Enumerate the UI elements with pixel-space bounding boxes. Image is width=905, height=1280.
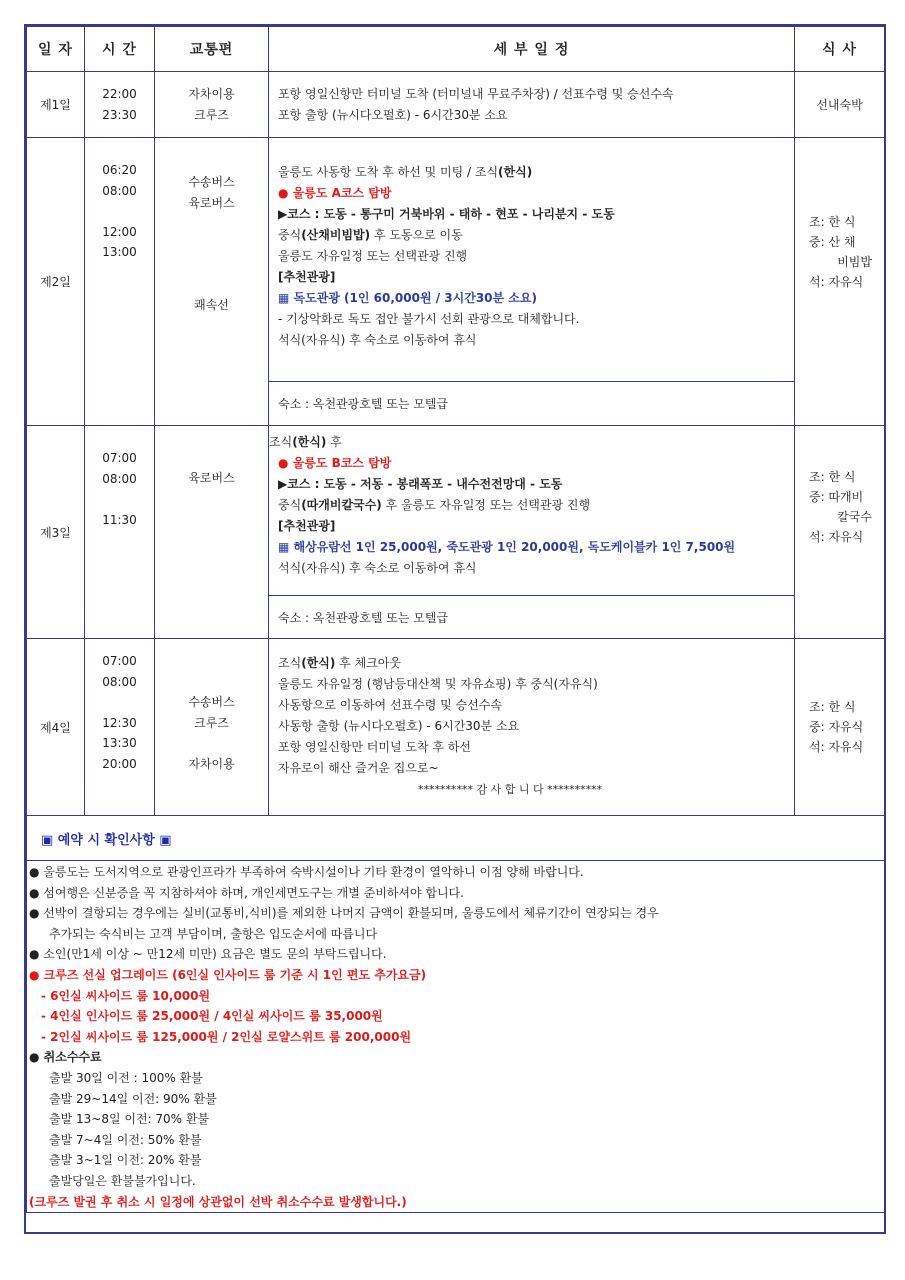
day3-detail: 조식(한식) 후 ● 울릉도 B코스 탐방 ▶코스 : 도동 - 저동 - 봉래폭포 - 내수전전망대 - 도동 중식(따개비칼국수) 후 울릉도 자유일정 또는 선택관광 진행 [추천관광] ▦ 해상유람선 1인 25,000원, 죽도관광 1인 20,000원, 독도케이블카 1인 7,500원 석식(자유식) 후 숙소로 이동하여 휴식: [269, 426, 795, 596]
day3-row: [27, 426, 885, 596]
day4-times: 07:00 08:00 12:30 13:30 20:00: [85, 639, 155, 816]
day3-stay: 숙소 : 옥천관광호텔 또는 모텔급: [269, 596, 795, 639]
day1-meal: 선내숙박: [795, 72, 885, 138]
day2-row: [27, 138, 885, 382]
day1-label: 제1일: [27, 72, 85, 138]
notes-body: ● 울릉도는 도서지역으로 관광인프라가 부족하여 숙박시설이나 기타 환경이 열악하니 이점 양해 바랍니다. ● 섬여행은 신분증을 꼭 지참하셔야 하며, 개인세면도구는 개별 준비하셔야 합니다. ● 선박이 결항되는 경우에는 실비(교통비,식비)를 제외한 나머지 금액이 환불되며, 울릉도에서 체류기간이 연장되는 경우 추가되는 숙식비는 고객 부담이며, 출항은 입도순서에 따릅니다 ● 소인(만1세 이상 ~ 만12세 미만) 요금은 별도 문의 부탁드립니다. ● 크루즈 선실 업그레이드 (6인실 인사이드 룸 기준 시 1인 편도 추가요금) - 6인실 씨사이드 룸 10,000원 - 4인실 인사이드 룸 25,000원 / 4인실 씨사이드 룸 35,000원 - 2인실 씨사이드 룸 125,000원 / 2인실 로얄스위트 룸 200,000원 ● 취소수수료 출발 30일 이전 : 100% 환불 출발 29~14일 이전: 90% 환불 출발 13~8일 이전: 70% 환불 출발 7~4일 이전: 50% 환불 출발 3~1일 이전: 20% 환불 출발당일은 환불불가입니다. (크루즈 발권 후 취소 시 일정에 상관없이 선박 취소수수료 발생합니다.): [27, 861, 885, 1213]
notes-title-row: [27, 816, 885, 861]
day4-label: 제4일: [27, 639, 85, 816]
day1-transport: 자차이용 크루즈: [155, 72, 269, 138]
notes-row: [27, 861, 885, 1213]
schedule-table: [26, 26, 885, 1213]
header-transport: 교통편: [155, 27, 269, 72]
day4-detail: 조식(한식) 후 체크아웃 울릉도 자유일정 (행남등대산책 및 자유쇼핑) 후 중식(자유식) 사동항으로 이동하여 선표수령 및 승선수속 사동항 출항 (뉴시다오펄호) - 6시간30분 소요 포항 영일신항만 터미널 도착 후 하선 자유로이 해산 즐거운 집으로~ ********** 감 사 합 니 다 **********: [269, 639, 795, 816]
day2-label: 제2일: [27, 138, 85, 426]
itinerary-sheet: [24, 24, 886, 1234]
day4-meal: 조: 한 식 중: 자유식 석: 자유식: [795, 639, 885, 816]
header-day: 일 자: [27, 27, 85, 72]
day2-transport: 수송버스 육로버스 쾌속선: [155, 138, 269, 426]
day3-meal: 조: 한 식 중: 따개비 칼국수 석: 자유식: [795, 426, 885, 639]
day2-meal: 조: 한 식 중: 산 채 비빔밥 석: 자유식: [795, 138, 885, 426]
day4-transport: 수송버스 크루즈 자차이용: [155, 639, 269, 816]
day4-row: [27, 639, 885, 816]
day1-times: 22:00 23:30: [85, 72, 155, 138]
day3-label: 제3일: [27, 426, 85, 639]
day1-detail: 포항 영일신항만 터미널 도착 (터미널내 무료주차장) / 선표수령 및 승선수속 포항 출항 (뉴시다오펄호) - 6시간30분 소요: [269, 72, 795, 138]
day1-row: [27, 72, 885, 138]
day3-times: 07:00 08:00 11:30: [85, 426, 155, 639]
day3-transport: 육로버스: [155, 426, 269, 639]
header-row: [27, 27, 885, 72]
header-time: 시 간: [85, 27, 155, 72]
header-meal: 식 사: [795, 27, 885, 72]
day2-detail: 울릉도 사동항 도착 후 하선 및 미팅 / 조식(한식) ● 울릉도 A코스 탐방 ▶코스 : 도동 - 통구미 거북바위 - 태하 - 현포 - 나리분지 - 도동 중식(산채비빔밥) 후 도동으로 이동 울릉도 자유일정 또는 선택관광 진행 [추천관광] ▦ 독도관광 (1인 60,000원 / 3시간30분 소요) - 기상악화로 독도 접안 불가시 선회 관광으로 대체합니다. 석식(자유식) 후 숙소로 이동하여 휴식: [269, 138, 795, 382]
day2-times: 06:20 08:00 12:00 13:00: [85, 138, 155, 426]
header-detail: 세 부 일 정: [269, 27, 795, 72]
day2-stay: 숙소 : 옥천관광호텔 또는 모텔급: [269, 382, 795, 426]
notes-title: ▣ 예약 시 확인사항 ▣: [27, 816, 885, 861]
